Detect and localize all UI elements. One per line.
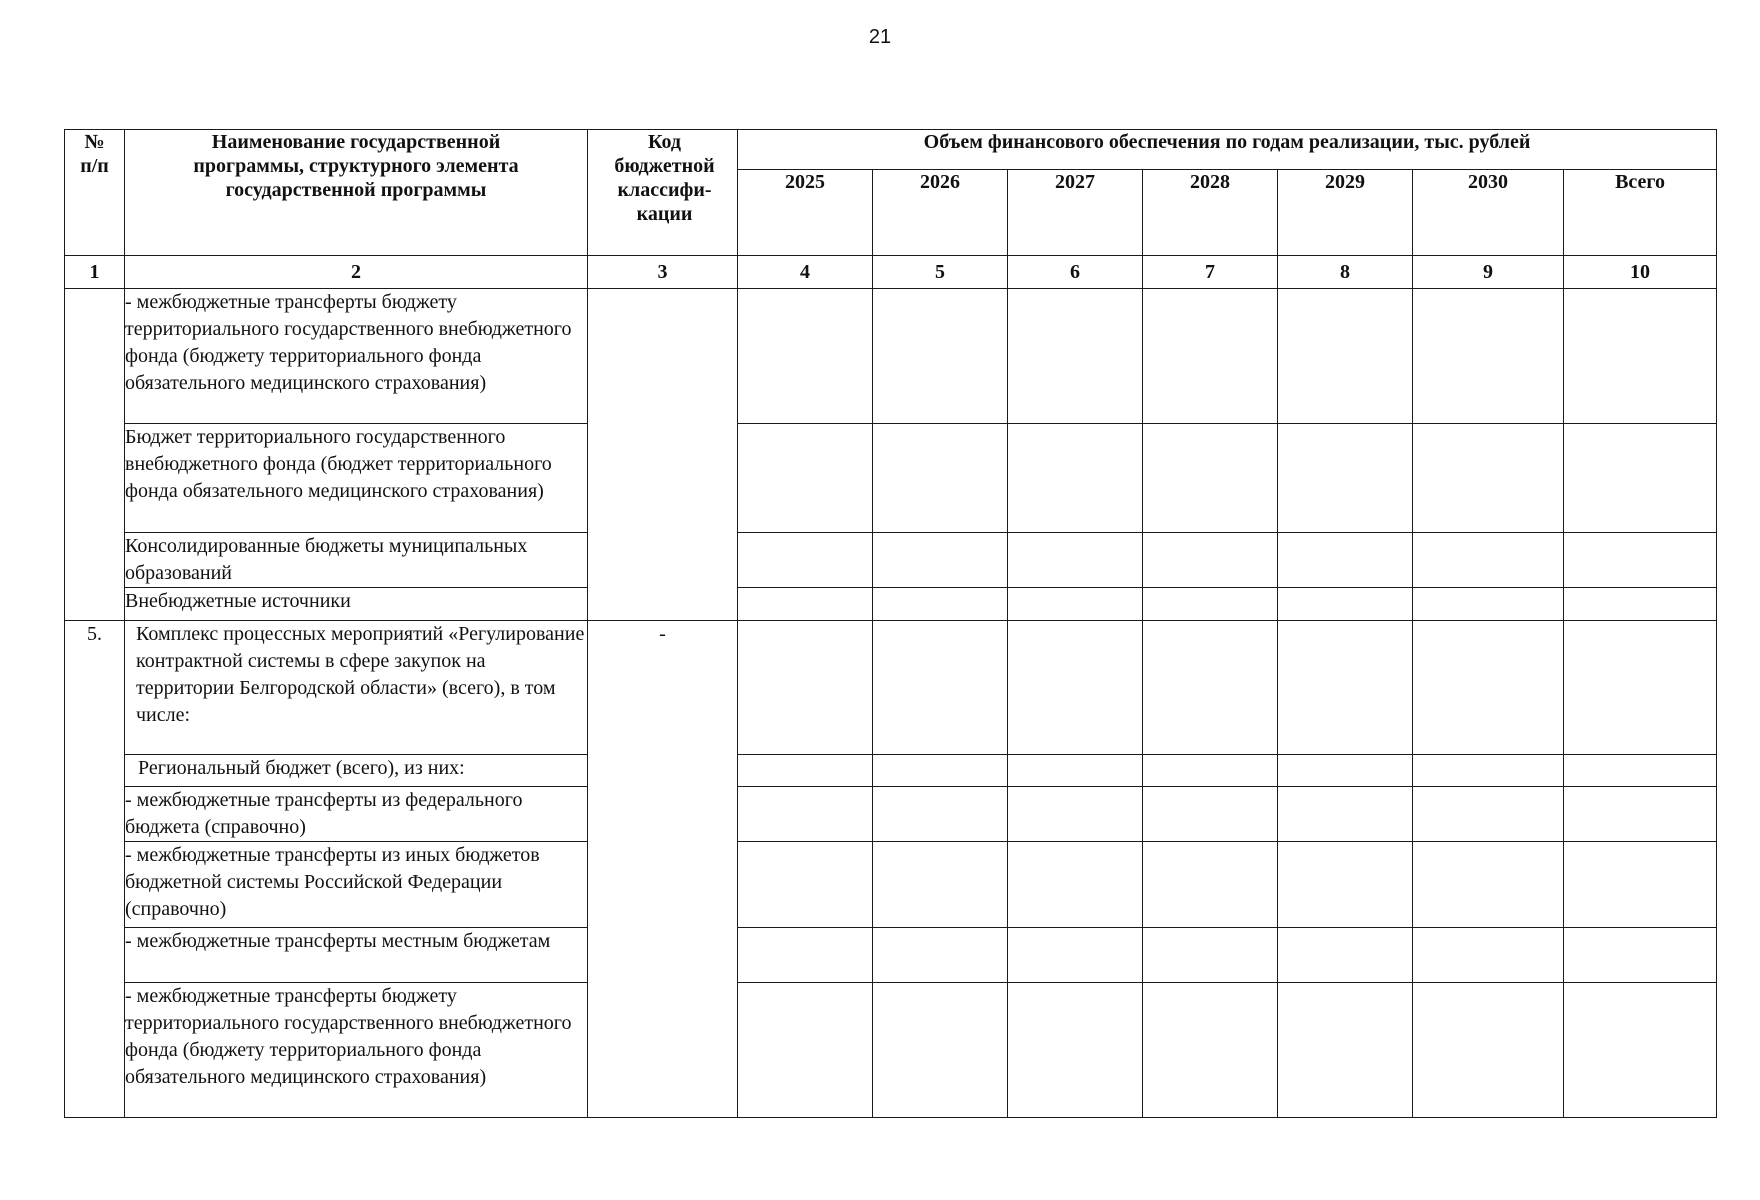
budget-code: -: [588, 621, 738, 1118]
cell-2030: [1413, 621, 1564, 755]
table-row: [65, 755, 1717, 787]
cell-2027: [1008, 842, 1143, 928]
table-row: [65, 588, 1717, 621]
cell-2026: [873, 928, 1008, 983]
row-number: 5.: [65, 621, 125, 1118]
table-row: [65, 842, 1717, 928]
cell-2027: [1008, 588, 1143, 621]
header-year-2025: 2025: [738, 170, 873, 256]
header-year-2029: 2029: [1278, 170, 1413, 256]
cell-2028: [1143, 842, 1278, 928]
cell-2026: [873, 424, 1008, 533]
cell-2025: [738, 928, 873, 983]
cell-2028: [1143, 755, 1278, 787]
cell-2030: [1413, 928, 1564, 983]
cell-2027: [1008, 424, 1143, 533]
row-label: - межбюджетные трансферты бюджету территориального государственного внебюджетного фонда (бюджету территориального фонда обязательного медицинского страхования): [125, 983, 588, 1118]
column-number: 9: [1413, 256, 1564, 289]
cell-2029: [1278, 842, 1413, 928]
header-budget-code: Код бюджетной классифи-кации: [588, 130, 738, 256]
row-label: Консолидированные бюджеты муниципальных образований: [125, 533, 588, 588]
row-label: Комплекс процессных мероприятий «Регулирование контрактной системы в сфере закупок на территории Белгородской области» (всего), в том числе:: [125, 621, 588, 755]
cell-2025: [738, 983, 873, 1118]
cell-2026: [873, 289, 1008, 424]
cell-2025: [738, 621, 873, 755]
cell-2030: [1413, 755, 1564, 787]
cell-2029: [1278, 424, 1413, 533]
cell-2025: [738, 424, 873, 533]
cell-total: [1564, 533, 1717, 588]
cell-total: [1564, 424, 1717, 533]
row-label: - межбюджетные трансферты бюджету территориального государственного внебюджетного фонда (бюджету территориального фонда обязательного медицинского страхования): [125, 289, 588, 424]
cell-2030: [1413, 588, 1564, 621]
column-number: 2: [125, 256, 588, 289]
cell-2030: [1413, 424, 1564, 533]
column-number: 8: [1278, 256, 1413, 289]
cell-2027: [1008, 787, 1143, 842]
cell-total: [1564, 928, 1717, 983]
column-number: 10: [1564, 256, 1717, 289]
cell-2028: [1143, 983, 1278, 1118]
table-row: [65, 787, 1717, 842]
table-row: [65, 983, 1717, 1118]
cell-2029: [1278, 533, 1413, 588]
cell-2030: [1413, 289, 1564, 424]
cell-2025: [738, 289, 873, 424]
cell-total: [1564, 983, 1717, 1118]
cell-2028: [1143, 787, 1278, 842]
table-row: [65, 928, 1717, 983]
header-total: Всего: [1564, 170, 1717, 256]
cell-2030: [1413, 533, 1564, 588]
cell-2028: [1143, 289, 1278, 424]
cell-total: [1564, 787, 1717, 842]
cell-2030: [1413, 842, 1564, 928]
cell-2025: [738, 588, 873, 621]
table-row: [65, 289, 1717, 424]
cell-2025: [738, 755, 873, 787]
cell-2029: [1278, 787, 1413, 842]
cell-2027: [1008, 983, 1143, 1118]
cell-2026: [873, 842, 1008, 928]
finance-table: [64, 129, 1717, 1118]
cell-2029: [1278, 621, 1413, 755]
row-number: [65, 289, 125, 621]
cell-2025: [738, 787, 873, 842]
cell-total: [1564, 621, 1717, 755]
cell-2025: [738, 842, 873, 928]
cell-2026: [873, 588, 1008, 621]
cell-total: [1564, 755, 1717, 787]
cell-2026: [873, 983, 1008, 1118]
header-year-2027: 2027: [1008, 170, 1143, 256]
cell-total: [1564, 289, 1717, 424]
table-row: [65, 621, 1717, 755]
cell-total: [1564, 842, 1717, 928]
header-year-2026: 2026: [873, 170, 1008, 256]
cell-2028: [1143, 533, 1278, 588]
table-row: [65, 424, 1717, 533]
row-label: - межбюджетные трансферты из иных бюджетов бюджетной системы Российской Федерации (справочно): [125, 842, 588, 928]
budget-code: [588, 289, 738, 621]
page-number: 21: [868, 26, 892, 48]
row-label: Бюджет территориального государственного внебюджетного фонда (бюджет территориального фонда обязательного медицинского страхования): [125, 424, 588, 533]
row-label: - межбюджетные трансферты местным бюджетам: [125, 928, 588, 983]
cell-2026: [873, 787, 1008, 842]
cell-2025: [738, 533, 873, 588]
column-number: 6: [1008, 256, 1143, 289]
cell-2028: [1143, 588, 1278, 621]
cell-2027: [1008, 621, 1143, 755]
cell-2029: [1278, 289, 1413, 424]
column-number: 5: [873, 256, 1008, 289]
header-finance-volume: Объем финансового обеспечения по годам реализации, тыс. рублей: [738, 130, 1717, 170]
table-row: [65, 533, 1717, 588]
row-label: - межбюджетные трансферты из федерального бюджета (справочно): [125, 787, 588, 842]
cell-2026: [873, 621, 1008, 755]
column-number: 1: [65, 256, 125, 289]
cell-2028: [1143, 621, 1278, 755]
cell-2030: [1413, 983, 1564, 1118]
cell-2028: [1143, 928, 1278, 983]
cell-2028: [1143, 424, 1278, 533]
header-year-2030: 2030: [1413, 170, 1564, 256]
cell-2027: [1008, 533, 1143, 588]
cell-2029: [1278, 983, 1413, 1118]
row-label: Внебюджетные источники: [125, 588, 588, 621]
cell-total: [1564, 588, 1717, 621]
header-name: Наименование государственной программы, структурного элемента государственной программы: [125, 130, 588, 256]
column-number: 3: [588, 256, 738, 289]
cell-2027: [1008, 289, 1143, 424]
column-number: 7: [1143, 256, 1278, 289]
header-year-2028: 2028: [1143, 170, 1278, 256]
cell-2029: [1278, 588, 1413, 621]
row-label: Региональный бюджет (всего), из них:: [125, 755, 588, 787]
header-row-number: № п/п: [65, 130, 125, 256]
cell-2026: [873, 755, 1008, 787]
cell-2027: [1008, 755, 1143, 787]
column-number: 4: [738, 256, 873, 289]
cell-2026: [873, 533, 1008, 588]
cell-2029: [1278, 928, 1413, 983]
cell-2030: [1413, 787, 1564, 842]
cell-2029: [1278, 755, 1413, 787]
cell-2027: [1008, 928, 1143, 983]
